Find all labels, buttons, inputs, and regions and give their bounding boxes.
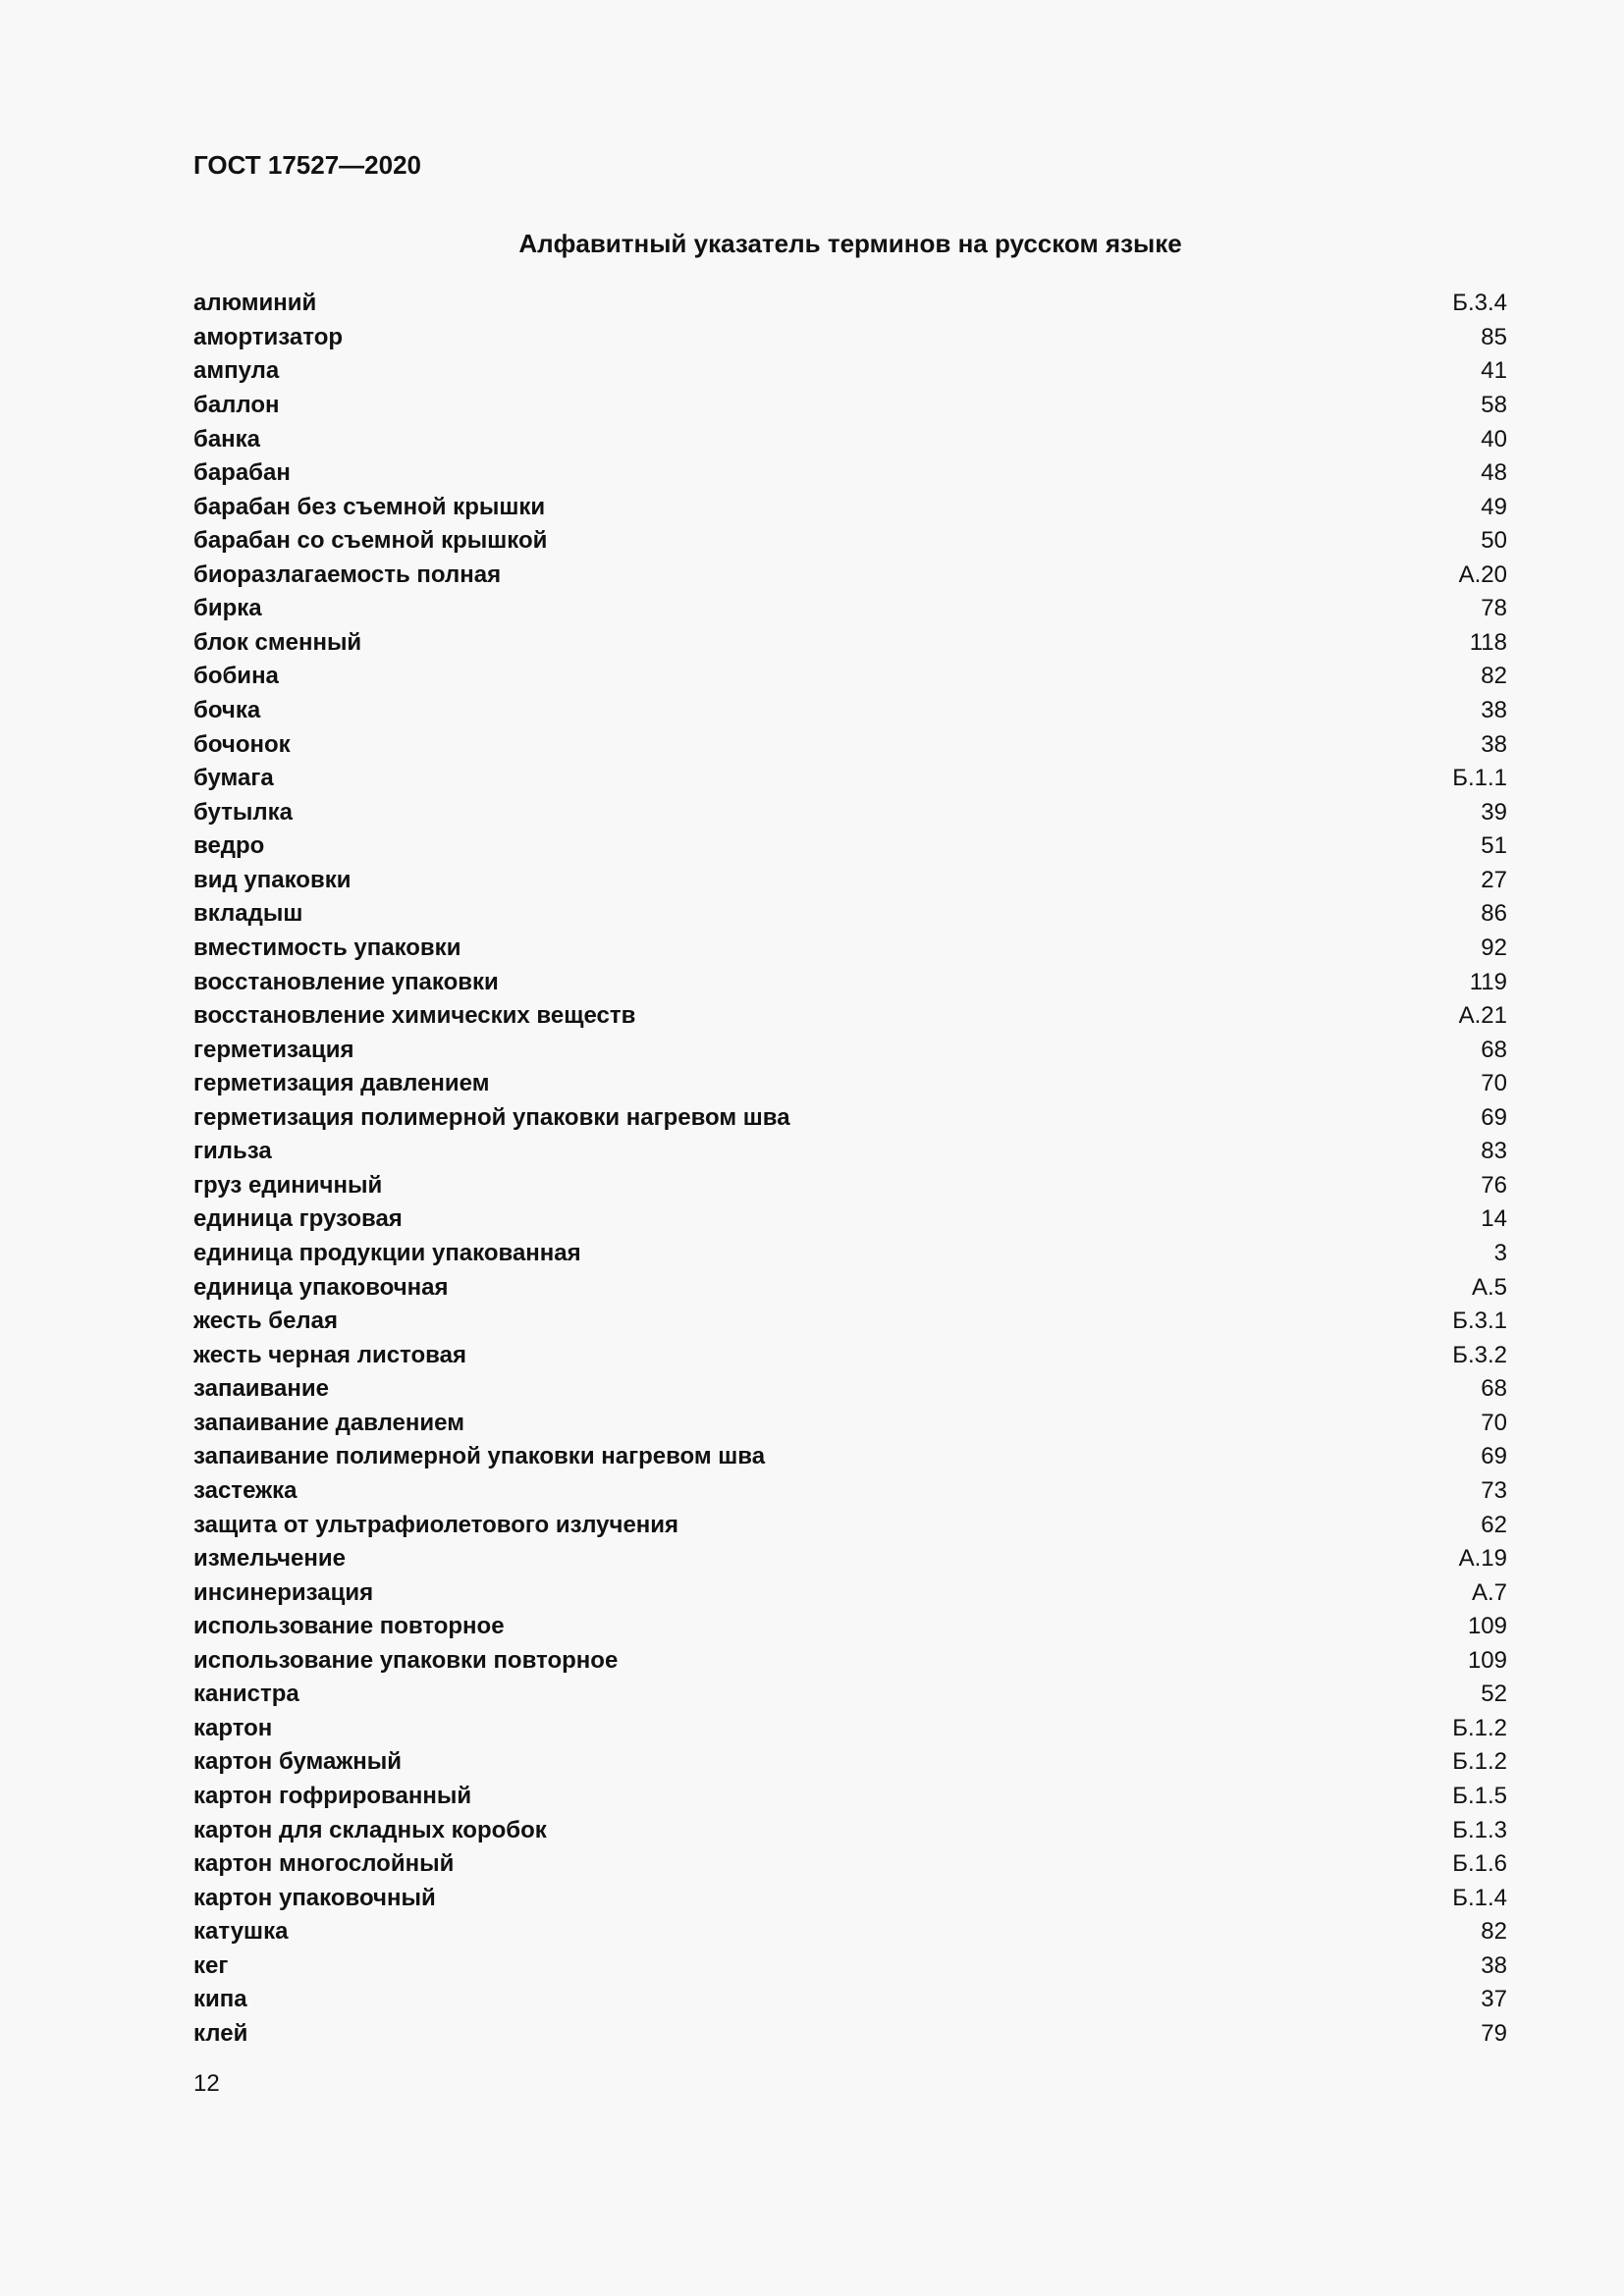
index-reference: Б.3.4 (1452, 290, 1507, 317)
index-entry (193, 1407, 1507, 1441)
index-reference: 82 (1481, 663, 1507, 690)
index-term: барабан без съемной крышки (193, 493, 546, 520)
index-reference: 62 (1481, 1511, 1507, 1538)
index-entry (193, 592, 1507, 626)
index-term: вкладыш (193, 900, 303, 928)
index-term: амортизатор (193, 323, 344, 350)
index-entry (193, 1169, 1507, 1203)
index-term: запаивание давлением (193, 1409, 464, 1436)
index-entry (193, 660, 1507, 694)
index-reference: 118 (1469, 628, 1507, 656)
index-term: бобина (193, 663, 279, 690)
index-reference: 69 (1481, 1103, 1507, 1131)
index-reference: 38 (1481, 1951, 1507, 1979)
index-term: восстановление упаковки (193, 968, 499, 995)
index-term: барабан со съемной крышкой (193, 527, 548, 555)
index-reference: 76 (1481, 1171, 1507, 1199)
index-entry (193, 1678, 1507, 1712)
index-term: картон упаковочный (193, 1884, 436, 1911)
index-entry (193, 1101, 1507, 1136)
index-entry (193, 1780, 1507, 1814)
index-entry (193, 524, 1507, 559)
index-term: картон многослойный (193, 1850, 455, 1878)
index-reference: А.20 (1458, 561, 1507, 588)
index-term: картон бумажный (193, 1748, 403, 1776)
index-reference: А.21 (1458, 1002, 1507, 1030)
term-index-list (193, 287, 1507, 2051)
index-entry (193, 1237, 1507, 1271)
index-reference: 41 (1481, 357, 1507, 385)
index-reference: Б.1.1 (1452, 765, 1507, 792)
index-term: алюминий (193, 290, 317, 317)
index-entry (193, 1813, 1507, 1847)
index-entry (193, 932, 1507, 966)
index-entry (193, 626, 1507, 661)
index-term: бумага (193, 765, 274, 792)
index-term: кипа (193, 1986, 247, 2013)
index-entry (193, 1067, 1507, 1101)
index-reference: 70 (1481, 1409, 1507, 1436)
index-term: картон гофрированный (193, 1783, 472, 1810)
index-reference: 82 (1481, 1918, 1507, 1946)
document-id-header: ГОСТ 17527—2020 (193, 150, 421, 180)
index-reference: 48 (1481, 459, 1507, 487)
index-reference: 50 (1481, 527, 1507, 555)
index-reference: 109 (1467, 1646, 1507, 1674)
index-term: жесть белая (193, 1308, 339, 1335)
index-term: застежка (193, 1476, 298, 1504)
index-entry (193, 321, 1507, 355)
index-term: вместимость упаковки (193, 934, 461, 961)
index-term: блок сменный (193, 628, 362, 656)
index-entry (193, 1644, 1507, 1679)
index-term: инсинеризация (193, 1578, 374, 1606)
index-term: клей (193, 2019, 248, 2047)
index-reference: Б.3.1 (1452, 1308, 1507, 1335)
index-term: баллон (193, 391, 280, 418)
index-entry (193, 1881, 1507, 1915)
index-reference: Б.3.2 (1452, 1341, 1507, 1368)
index-term: картон для складных коробок (193, 1816, 547, 1843)
index-reference: 39 (1481, 798, 1507, 826)
index-title: Алфавитный указатель терминов на русском языке (518, 229, 1182, 258)
index-term: вид упаковки (193, 866, 352, 893)
index-term: герметизация давлением (193, 1070, 490, 1097)
index-term: банка (193, 425, 261, 453)
index-term: бирка (193, 595, 262, 622)
index-reference: А.5 (1471, 1273, 1507, 1301)
index-entry (193, 1575, 1507, 1610)
index-entry (193, 727, 1507, 762)
index-reference: 92 (1481, 934, 1507, 961)
index-term: использование упаковки повторное (193, 1646, 619, 1674)
index-reference: Б.1.5 (1452, 1783, 1507, 1810)
index-reference: 68 (1481, 1375, 1507, 1403)
index-term: кег (193, 1951, 229, 1979)
index-entry (193, 694, 1507, 728)
index-term: ампула (193, 357, 280, 385)
index-reference: 40 (1481, 425, 1507, 453)
index-term: защита от ультрафиолетового излучения (193, 1511, 679, 1538)
index-reference: 119 (1469, 968, 1507, 995)
index-entry (193, 1542, 1507, 1576)
index-term: герметизация полимерной упаковки нагревом шва (193, 1103, 790, 1131)
index-entry (193, 1745, 1507, 1780)
index-term: герметизация (193, 1036, 354, 1063)
index-entry (193, 1440, 1507, 1474)
index-reference: 69 (1481, 1443, 1507, 1470)
index-term: барабан (193, 459, 291, 487)
index-reference: 27 (1481, 866, 1507, 893)
index-reference: 3 (1493, 1240, 1507, 1267)
index-entry (193, 1983, 1507, 2017)
index-term: бочонок (193, 730, 291, 758)
index-entry (193, 795, 1507, 829)
index-term: запаивание (193, 1375, 329, 1403)
index-entry (193, 422, 1507, 456)
index-term: гильза (193, 1138, 272, 1165)
index-entry (193, 287, 1507, 321)
index-entry (193, 1847, 1507, 1882)
index-reference: 52 (1481, 1681, 1507, 1708)
index-reference: 70 (1481, 1070, 1507, 1097)
index-reference: А.19 (1458, 1545, 1507, 1573)
index-entry (193, 829, 1507, 864)
index-term: использование повторное (193, 1613, 505, 1640)
index-reference: 38 (1481, 730, 1507, 758)
index-entry (193, 1135, 1507, 1169)
index-reference: 49 (1481, 493, 1507, 520)
index-entry (193, 1270, 1507, 1305)
index-entry (193, 1915, 1507, 1949)
index-entry (193, 1305, 1507, 1339)
index-reference: А.7 (1471, 1578, 1507, 1606)
index-entry (193, 897, 1507, 932)
index-reference: 78 (1481, 595, 1507, 622)
index-term: жесть черная листовая (193, 1341, 466, 1368)
index-reference: 85 (1481, 323, 1507, 350)
index-term: канистра (193, 1681, 299, 1708)
index-entry (193, 1372, 1507, 1407)
index-entry (193, 1610, 1507, 1644)
index-entry (193, 559, 1507, 593)
index-term: груз единичный (193, 1171, 383, 1199)
index-reference: Б.1.4 (1452, 1884, 1507, 1911)
index-reference: 86 (1481, 900, 1507, 928)
index-entry (193, 1474, 1507, 1509)
index-term: запаивание полимерной упаковки нагревом шва (193, 1443, 766, 1470)
index-entry (193, 1338, 1507, 1372)
index-reference: Б.1.3 (1452, 1816, 1507, 1843)
index-reference: Б.1.2 (1452, 1714, 1507, 1741)
index-reference: 14 (1481, 1205, 1507, 1233)
index-reference: 83 (1481, 1138, 1507, 1165)
index-term: измельчение (193, 1545, 346, 1573)
index-reference: 51 (1481, 832, 1507, 860)
index-reference: 58 (1481, 391, 1507, 418)
index-entry (193, 762, 1507, 796)
index-reference: 38 (1481, 697, 1507, 724)
index-entry (193, 2017, 1507, 2052)
index-entry (193, 1712, 1507, 1746)
index-entry (193, 1202, 1507, 1237)
index-entry (193, 864, 1507, 898)
index-reference: Б.1.6 (1452, 1850, 1507, 1878)
index-entry (193, 490, 1507, 524)
index-term: ведро (193, 832, 265, 860)
index-term: биоразлагаемость полная (193, 561, 502, 588)
index-term: единица продукции упакованная (193, 1240, 581, 1267)
index-term: единица грузовая (193, 1205, 403, 1233)
index-reference: Б.1.2 (1452, 1748, 1507, 1776)
index-term: картон (193, 1714, 273, 1741)
index-term: единица упаковочная (193, 1273, 449, 1301)
index-entry (193, 965, 1507, 999)
index-term: катушка (193, 1918, 289, 1946)
index-entry (193, 1508, 1507, 1542)
index-term: бочка (193, 697, 261, 724)
index-reference: 109 (1467, 1613, 1507, 1640)
index-reference: 37 (1481, 1986, 1507, 2013)
page-number: 12 (193, 2070, 220, 2097)
index-reference: 79 (1481, 2019, 1507, 2047)
index-entry (193, 1949, 1507, 1984)
index-entry (193, 354, 1507, 389)
index-reference: 68 (1481, 1036, 1507, 1063)
index-reference: 73 (1481, 1476, 1507, 1504)
index-term: восстановление химических веществ (193, 1002, 636, 1030)
index-term: бутылка (193, 798, 294, 826)
index-entry (193, 999, 1507, 1034)
index-entry (193, 1033, 1507, 1067)
index-entry (193, 389, 1507, 423)
index-entry (193, 456, 1507, 491)
